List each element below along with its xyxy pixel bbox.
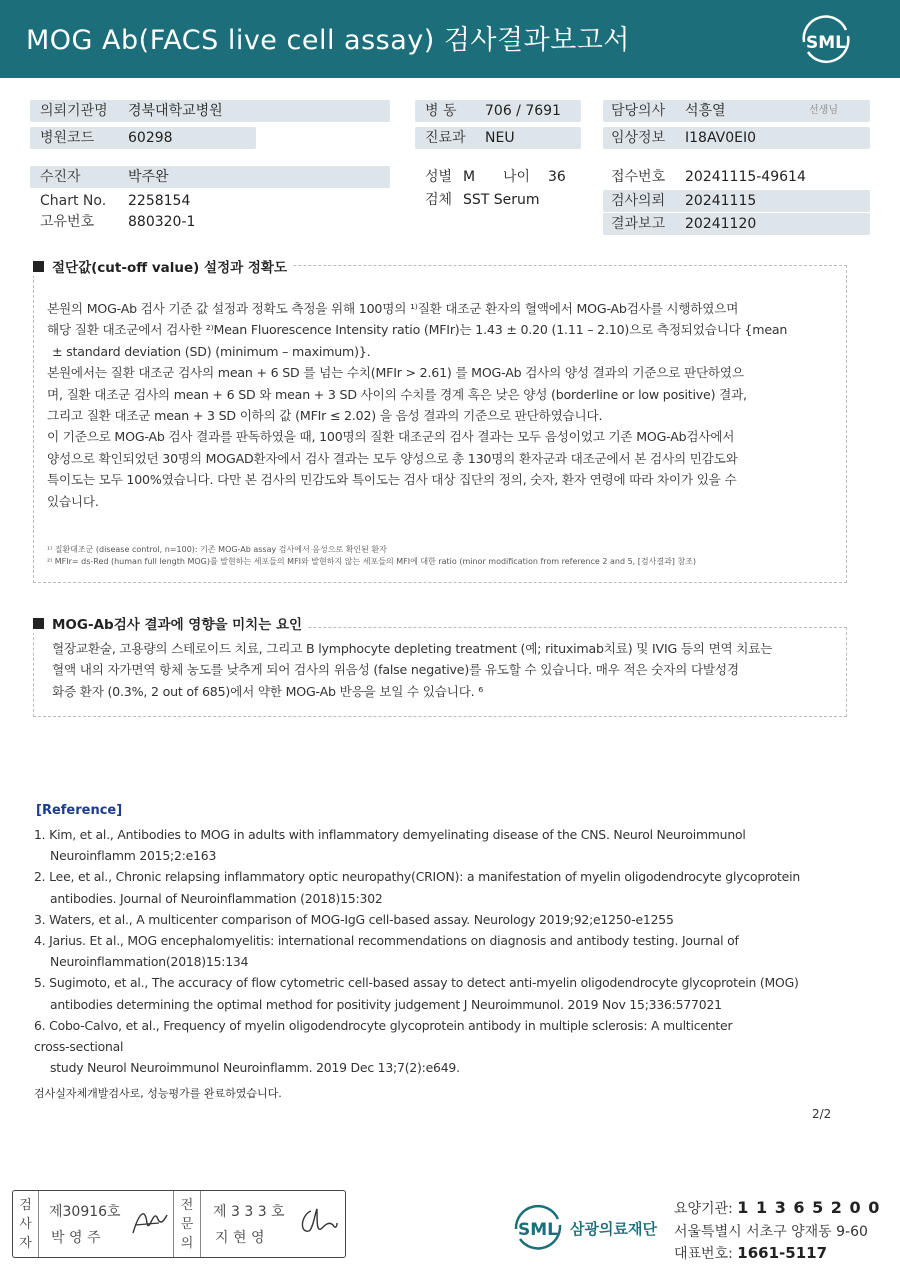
specialist-license: 제 3 3 3 호 — [213, 1204, 285, 1220]
organization-name: 삼광의료재단 — [570, 1220, 657, 1238]
reference-item: 1. Kim, et al., Antibodies to MOG in adults with inflammatory demyelinating disease of the CNS. Neurol Neuroimmunol — [34, 827, 746, 842]
specialist-signature-icon — [295, 1203, 339, 1239]
specialist-label: 전문의 — [180, 1198, 194, 1251]
page-number: 2/2 — [812, 1107, 832, 1121]
phone-number: 대표번호: 1661-5117 — [674, 1244, 828, 1262]
square-bullet-icon — [33, 618, 44, 629]
references-title: [Reference] — [36, 803, 123, 818]
receipt-no-label: 접수번호 — [611, 169, 666, 185]
doctor-label: 담당의사 — [611, 103, 666, 119]
reference-item: antibodies. Journal of Neuroinflammation (2018)15:302 — [50, 890, 383, 906]
cutoff-footnotes: ¹⁾ 질환대조군 (disease control, n=100): 기존 MOG-Ab assay 검사에서 음성으로 확인된 환자 ²⁾ MFIr= ds-Red (human full length MOG)를 발현하는 세포들의 MFI와 발현하지 않는 세포들의 MFI에 대한 ratio (minor modification from reference 2 and 5, [검사결과] 참조) — [47, 545, 697, 566]
institution-value: 경북대학교병원 — [128, 103, 223, 119]
reference-item: Neuroinflamm 2015;2:e163 — [50, 848, 217, 864]
sml-logo-icon — [796, 12, 856, 66]
specimen-label: 검체 — [425, 192, 453, 208]
request-date-value: 20241115 — [685, 193, 757, 209]
reference-item: 4. Jarius. Et al., MOG encephalomyelitis: international recommendations on diagnosis and antibody testing. Journal of — [34, 933, 739, 949]
references-list — [34, 824, 800, 1078]
request-date-label: 검사의뢰 — [611, 193, 666, 209]
square-bullet-icon — [33, 261, 44, 272]
report-date-label: 결과보고 — [611, 216, 666, 232]
department-label: 진료과 — [425, 130, 466, 146]
receipt-no-value: 20241115-49614 — [685, 169, 806, 185]
examinee-value: 박주완 — [128, 169, 169, 185]
ward-value: 706 / 7691 — [485, 103, 561, 119]
report-header — [0, 0, 900, 78]
reference-item: study Neurol Neuroimmunol Neuroinflamm. 2019 Dec 13;7(2):e649. — [50, 1060, 460, 1076]
institution-label: 의뢰기관명 — [40, 103, 108, 119]
report-date-value: 20241120 — [685, 216, 757, 232]
report-title: MOG Ab(FACS live cell assay) 검사결과보고서 — [26, 25, 630, 56]
specialist-name: 지 현 영 — [215, 1230, 265, 1246]
reference-item: antibodies determining the optimal method for positivity judgement J Neuroimmunol. 2019 Nov 15;336:577021 — [50, 996, 722, 1012]
cutoff-section-title: 절단값(cut-off value) 설정과 정확도 — [33, 256, 293, 276]
inspector-name: 박 영 주 — [51, 1230, 101, 1246]
inspector-signature-icon — [129, 1203, 169, 1239]
chart-no-value: 2258154 — [128, 193, 191, 209]
reference-item: Neuroinflammation(2018)15:134 — [50, 954, 249, 970]
reference-item: 3. Waters, et al., A multicenter comparison of MOG-IgG cell-based assay. Neurology 2019;92;e1250-e1255 — [34, 911, 674, 927]
department-value: NEU — [485, 130, 515, 146]
ward-label: 병 동 — [425, 103, 457, 119]
inspector-license: 제30916호 — [49, 1204, 121, 1220]
footer-logo-text: SML — [518, 1220, 558, 1240]
sml-footer-logo-icon — [510, 1199, 566, 1255]
reference-item: 5. Sugimoto, et al., The accuracy of flow cytometric cell-based assay to detect anti-myelin oligodendrocyte glycoprotein (MOG) — [34, 975, 799, 991]
institution-code: 요양기관: 1 1 3 6 5 2 0 0 — [674, 1198, 881, 1217]
address: 서울특별시 서초구 양재동 9-60 — [674, 1224, 868, 1240]
sex-label: 성별 — [425, 169, 453, 185]
factors-section-title: MOG-Ab검사 결과에 영향을 미치는 요인 — [33, 613, 308, 633]
reference-item: 2. Lee, et al., Chronic relapsing inflammatory optic neuropathy(CRION): a manifestation of myelin oligodendrocyte glycoprotein — [34, 869, 800, 885]
age-value: 36 — [548, 169, 566, 185]
doctor-value: 석흥열 — [685, 103, 726, 119]
specimen-value: SST Serum — [463, 192, 540, 208]
factors-section-body: 혈장교환술, 고용량의 스테로이드 치료, 그리고 B lymphocyte depleting treatment (예; rituximab치료) 및 IVIG 등의 면역 치료는 혈액 내의 자가면역 항체 농도를 낮추게 되어 검사의 위음성 (false negative)를 유도할 수 있습니다. 매우 적은 숫자의 다발성경 화증 환자 (0.3%, 2 out of 685)에서 약한 MOG-Ab 반응을 보일 수 있습니다. ⁶ — [52, 641, 773, 699]
reference-item: cross-sectional — [34, 1039, 124, 1055]
inspector-label: 검사자 — [19, 1198, 32, 1251]
examinee-label: 수진자 — [40, 169, 81, 185]
chart-no-label: Chart No. — [40, 193, 107, 209]
sex-value: M — [463, 169, 476, 185]
doctor-suffix: 선생님 — [809, 105, 838, 116]
unique-no-label: 고유번호 — [40, 214, 95, 230]
signature-box — [12, 1190, 346, 1258]
hospital-code-value: 60298 — [128, 130, 173, 146]
age-label: 나이 — [503, 169, 531, 185]
clinical-info-value: I18AV0EI0 — [685, 130, 756, 146]
hospital-code-label: 병원코드 — [40, 130, 95, 146]
cutoff-section-body: 본원의 MOG-Ab 검사 기준 값 설정과 정확도 측정을 위해 100명의 ¹⁾질환 대조군 환자의 혈액에서 MOG-Ab검사를 시행하였으며 해당 질환 대조군에서 검사한 ²⁾Mean Fluorescence Intensity ratio (MFIr)는 1.43 ± 0.20 (1.11 – 2.10)으로 측정되었습니다 {mean ± standard deviation (SD) (minimum – maximum)}. 본원에서는 질환 대조군 검사의 mean + 6 SD 를 넘는 수치(MFIr > 2.61) 를 MOG-Ab 검사의 양성 결과의 기준으로 판단하였으 며, 질환 대조군 검사의 mean + 6 SD 와 mean + 3 SD 사이의 수치를 경계 혹은 낮은 양성 (borderline or low positive) 결과, 그리고 질환 대조군 mean + 3 SD 이하의 값 (MFIr ≤ 2.02) 을 음성 결과의 기준으로 판단하였습니다. 이 기준으로 MOG-Ab 검사 결과를 판독하였을 때, 100명의 질환 대조군의 검사 결과는 모두 음성이었고 기존 MOG-Ab검사에서 양성으로 확인되었던 30명의 MOGAD환자에서 검사 결과는 모두 양성으로 총 130명의 환자군과 대조군에서 본 검사의 민감도와 특이도는 모두 100%였습니다. 다만 본 검사의 민감도와 특이도는 검사 대상 집단의 정의, 숫자, 환자 연령에 따라 차이가 있을 수 있습니다. — [47, 301, 788, 509]
unique-no-value: 880320-1 — [128, 214, 196, 230]
clinical-info-label: 임상정보 — [611, 130, 666, 146]
validation-notice: 검사실자체개발검사로, 성능평가를 완료하였습니다. — [34, 1087, 282, 1100]
reference-item: 6. Cobo-Calvo, et al., Frequency of myelin oligodendrocyte glycoprotein antibody in multiple sclerosis: A multicenter — [34, 1017, 733, 1033]
header-logo-text: SML — [806, 33, 846, 53]
